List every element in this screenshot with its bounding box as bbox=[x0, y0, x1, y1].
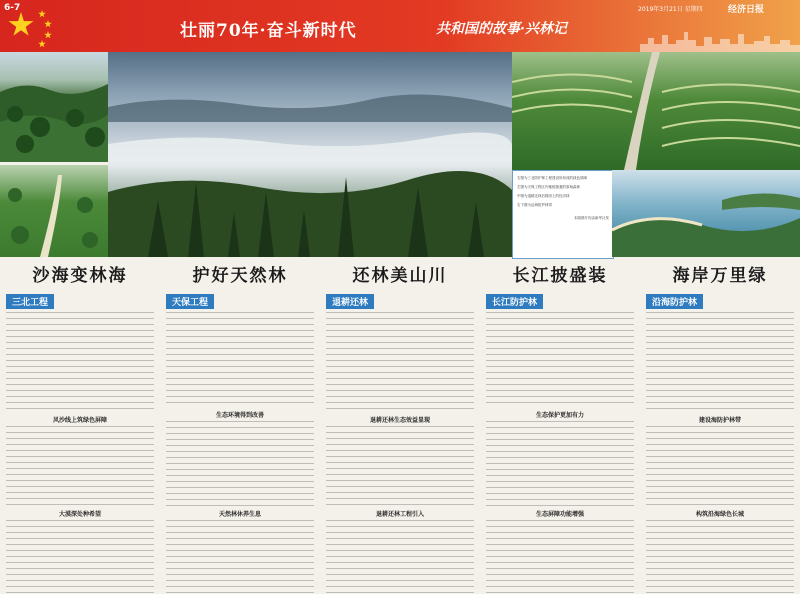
article-subhead: 风沙线上筑绿色屏障 bbox=[52, 417, 107, 424]
article-text bbox=[166, 421, 314, 506]
banner-title: 壮丽70年·奋斗新时代 bbox=[180, 21, 357, 41]
section-tag: 沿海防护林 bbox=[646, 294, 703, 309]
small-star-icon bbox=[44, 31, 52, 39]
article-subhead: 建设海防护林带 bbox=[698, 417, 741, 424]
article-text bbox=[6, 426, 154, 506]
article-subhead: 大漠深处种希望 bbox=[58, 511, 101, 518]
photo-coastline bbox=[612, 170, 800, 257]
small-star-icon bbox=[38, 10, 46, 18]
article-text bbox=[326, 520, 474, 594]
article-column bbox=[486, 290, 634, 594]
photo-forest-hills bbox=[0, 52, 108, 162]
article-column bbox=[6, 290, 154, 594]
newspaper-logo: 经济日报 bbox=[728, 5, 765, 15]
section-title-natural-forest: 护好天然林 bbox=[192, 265, 288, 286]
article-column bbox=[646, 290, 794, 594]
article-text bbox=[486, 421, 634, 506]
issue-date: 2019年3月21日 星期四 bbox=[638, 6, 703, 13]
section-title-yangtze: 长江披盛装 bbox=[512, 265, 608, 286]
article-text bbox=[166, 520, 314, 594]
caption-line: 右下图为沿海防护林带 bbox=[517, 203, 552, 207]
small-star-icon bbox=[38, 40, 46, 48]
article-subhead: 生态屏障功能增强 bbox=[535, 511, 584, 518]
section-tag: 退耕还林 bbox=[326, 294, 374, 309]
article-column bbox=[326, 290, 474, 594]
article-subhead: 构筑沿海绿色长城 bbox=[695, 511, 744, 518]
article-text bbox=[326, 426, 474, 506]
article-text bbox=[326, 312, 474, 412]
article-text bbox=[486, 312, 634, 407]
article-text bbox=[646, 426, 794, 506]
photo-misty-forest bbox=[108, 52, 512, 257]
article-text bbox=[646, 312, 794, 412]
article-text bbox=[646, 520, 794, 594]
article-subhead: 生态环境得到改善 bbox=[215, 412, 264, 419]
article-subhead: 退耕还林生态效益显现 bbox=[369, 417, 430, 424]
photo-caption-box bbox=[512, 170, 614, 259]
small-star-icon bbox=[44, 20, 52, 28]
section-tag: 三北工程 bbox=[6, 294, 54, 309]
caption-line: 右图为三北防护林工程建设所形成的绿色屏障 bbox=[517, 176, 587, 180]
city-skyline-icon bbox=[640, 30, 800, 52]
banner-subtitle: 共和国的故事·兴林记 bbox=[436, 21, 567, 37]
article-subhead: 退耕还林工程引入 bbox=[375, 511, 424, 518]
caption-line: 中图为退耕还林后梯田上的经济林 bbox=[517, 194, 570, 198]
article-text bbox=[486, 520, 634, 594]
section-tag: 天保工程 bbox=[166, 294, 214, 309]
section-title-sand-to-forest: 沙海变林海 bbox=[32, 265, 128, 286]
article-column bbox=[166, 290, 314, 594]
masthead-banner bbox=[0, 0, 800, 52]
star-icon bbox=[8, 12, 34, 38]
article-subhead: 天然林休养生息 bbox=[218, 511, 261, 518]
section-title-grain-to-forest: 还林美山川 bbox=[352, 265, 448, 286]
page-number: 6-7 bbox=[4, 3, 21, 13]
article-subhead: 生态保护更加有力 bbox=[535, 412, 584, 419]
article-text bbox=[6, 312, 154, 412]
article-text bbox=[166, 312, 314, 407]
photo-terraced-hills bbox=[512, 52, 800, 170]
photo-credit: 本版图片均由新华社发 bbox=[574, 216, 609, 220]
article-text bbox=[6, 520, 154, 594]
photo-desert-road bbox=[0, 165, 108, 257]
section-title-coastal: 海岸万里绿 bbox=[672, 265, 768, 286]
section-tag: 长江防护林 bbox=[486, 294, 543, 309]
caption-line: 左图为天保工程区内郁郁葱葱的原始森林 bbox=[517, 185, 580, 189]
